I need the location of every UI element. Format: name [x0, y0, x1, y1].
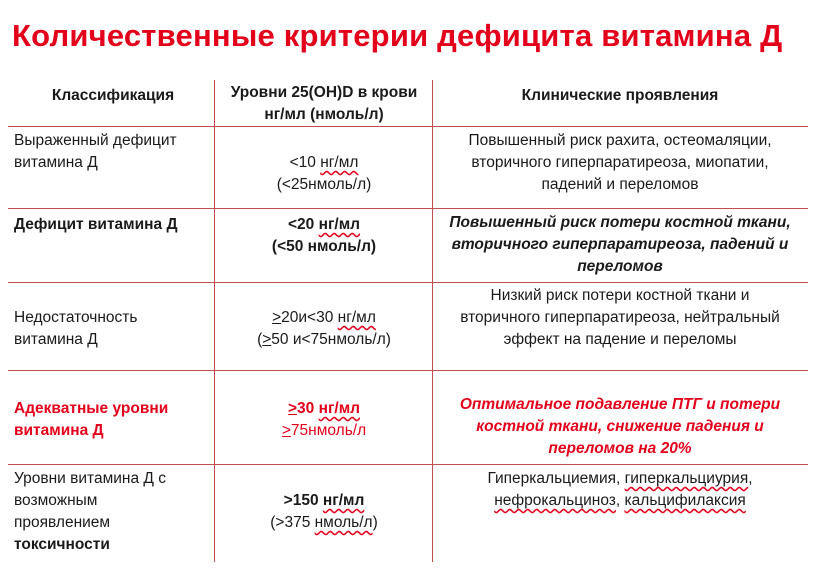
- row2-class-line: Дефицит витамина Д: [14, 216, 178, 233]
- page-title: Количественные критерии дефицита витамина Д: [12, 18, 783, 53]
- row-divider: [8, 464, 808, 465]
- row4-clinical: [436, 394, 804, 460]
- row2-clinical-line: Повышенный риск потери костной ткани,: [449, 214, 791, 231]
- row3-classification: [14, 307, 212, 351]
- row5-clinical: [436, 468, 804, 512]
- row1-classification: [14, 130, 212, 174]
- header-levels-line1: Уровни 25(OH)D в крови: [230, 84, 418, 101]
- row1-clinical-line: Повышенный риск рахита, остеомаляции,: [468, 132, 772, 149]
- row1-class-line: Выраженный дефицит: [14, 132, 177, 149]
- row1-clinical-line: вторичного гиперпаратиреоза, миопатии,: [471, 154, 769, 171]
- row1-levels: [218, 152, 430, 196]
- row3-level-a: >20и<30 нг/мл: [272, 309, 376, 326]
- row5-class-line: Уровни витамина Д с: [14, 470, 166, 487]
- row2-clinical-line: переломов: [577, 258, 663, 275]
- row5-levels: [218, 490, 430, 534]
- row3-clinical-line: эффект на падение и переломы: [503, 331, 737, 348]
- row3-clinical: [436, 285, 804, 351]
- column-divider: [214, 80, 215, 562]
- row2-level-b: (<50 нмоль/л): [271, 238, 377, 255]
- column-divider: [432, 80, 433, 562]
- row2-clinical: [436, 212, 804, 278]
- header-classification: Классификация: [51, 87, 175, 104]
- row1-class-line: витамина Д: [14, 154, 98, 171]
- row4-level-b: >75нмоль/л: [281, 422, 367, 439]
- row1-level-a: <10 нг/мл: [289, 154, 359, 171]
- row5-level-a: >150 нг/мл: [283, 492, 365, 509]
- row5-class-line: возможным: [14, 492, 98, 509]
- row-divider: [8, 208, 808, 209]
- row4-class-line: Адекватные уровни: [14, 400, 169, 417]
- row4-clinical-line: переломов на 20%: [548, 440, 692, 457]
- row1-clinical-line: падений и переломов: [541, 176, 699, 193]
- row5-clinical-line2: нефрокальциноз, кальцифилаксия: [494, 492, 746, 509]
- row2-level-a: <20 нг/мл: [287, 216, 361, 233]
- row5-clinical-line1: Гиперкальциемия, гиперкальциурия,: [487, 470, 753, 487]
- row4-level-a: >30 нг/мл: [287, 400, 361, 417]
- row3-class-line: Недостаточность: [14, 309, 138, 326]
- row3-clinical-line: Низкий риск потери костной ткани и: [490, 287, 750, 304]
- row3-level-b: (>50 и<75нмоль/л): [257, 331, 391, 348]
- row5-classification: [14, 468, 212, 556]
- row5-class-line: проявлением: [14, 514, 111, 531]
- row4-classification: [14, 398, 212, 442]
- row5-class-line-bold: токсичности: [14, 536, 110, 553]
- row3-class-line: витамина Д: [14, 331, 98, 348]
- row4-class-line: витамина Д: [14, 422, 104, 439]
- row2-clinical-line: вторичного гиперпаратиреоза, падений и: [451, 236, 789, 253]
- row4-clinical-line: Оптимальное подавление ПТГ и потери: [459, 396, 781, 413]
- row4-levels: [218, 398, 430, 442]
- row4-clinical-line: костной ткани, снижение падения и: [476, 418, 764, 435]
- header-levels: [218, 82, 430, 126]
- header-levels-line2: нг/мл (нмоль/л): [264, 106, 384, 123]
- row-divider: [8, 126, 808, 127]
- row-divider: [8, 282, 808, 283]
- row2-classification: [14, 214, 212, 236]
- row5-level-b: (>375 нмоль/л): [270, 514, 378, 531]
- row2-levels: [218, 214, 430, 258]
- header-clinical: Клинические проявления: [521, 87, 719, 104]
- row3-clinical-line: вторичного гиперпаратиреоза, нейтральный: [460, 309, 780, 326]
- row3-levels: [218, 307, 430, 351]
- row1-clinical: [436, 130, 804, 196]
- row-divider: [8, 370, 808, 371]
- row1-level-b: (<25нмоль/л): [276, 176, 372, 193]
